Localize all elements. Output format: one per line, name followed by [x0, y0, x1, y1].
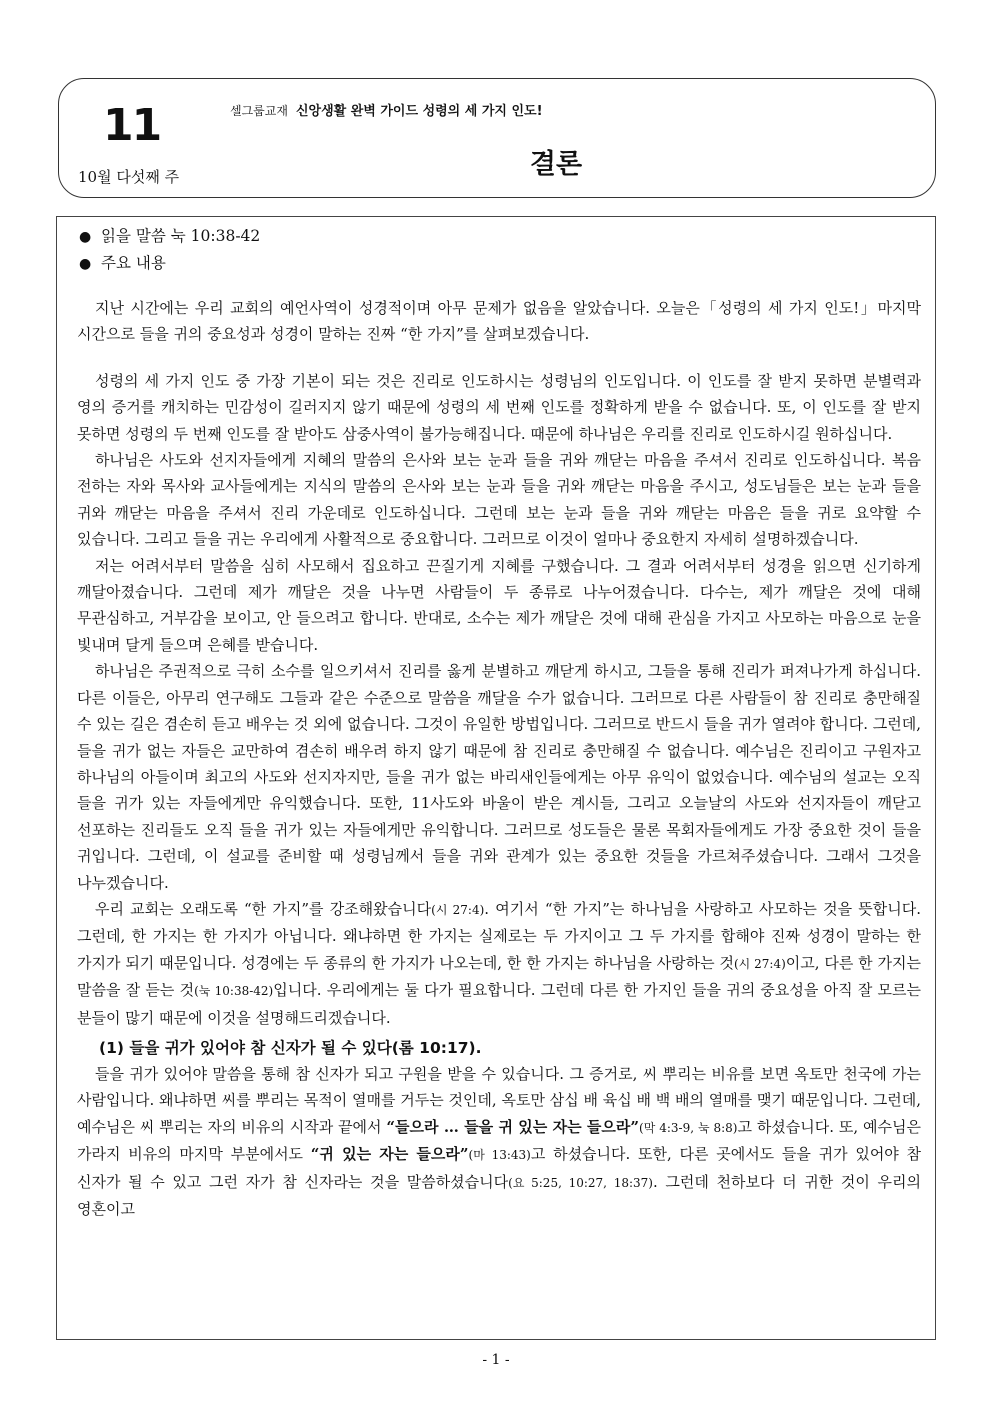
p5-text-d: 입니다. 우리에게는 둘 다가 필요합니다. 그런데 다른 한 가지인 들을 귀의 중요성을 아직 잘 모르는 분들이 많기 때문에 이것을 설명해드리겠습니다.	[77, 981, 921, 1027]
s1-text-c: 고 하셨습니다. 또한, 다른 곳에서도 들을 귀가 있어야 참 신자가 될 수 있고 그런 자가 참 신자라는 것을 말씀하셨습니다	[77, 1145, 922, 1191]
scripture-quote: “귀 있는 자는 들으라”	[310, 1145, 469, 1164]
main-content-text: 주요 내용	[101, 254, 166, 272]
s1-text-d: . 그런데 천하보다 더 귀한 것이 우리의 영혼이고	[77, 1172, 922, 1218]
series-line	[230, 100, 543, 119]
paragraph-2: 하나님은 사도와 선지자들에게 지혜의 말씀의 은사와 보는 눈과 들을 귀와 깨닫는 마음을 주셔서 진리로 인도하십니다. 복음 전하는 자와 목사와 교사들에게는 지식의 말씀의 은사와 보는 눈과 들을 귀와 깨닫는 마음을 주시고, 성도님들은 보는 눈과 들을 귀와 깨닫는 마음을 주셔서 진리 가운데로 인도하십니다. 그런데 보는 눈과 들을 귀와 깨닫는 마음은 들을 귀로 요약할 수 있습니다. 그리고 들을 귀는 우리에게 사활적으로 중요합니다. 그러므로 이것이 얼마나 중요한지 자세히 설명하겠습니다.	[77, 451, 921, 549]
content-inner	[57, 217, 935, 1222]
section-1-heading: (1) 들을 귀가 있어야 참 신자가 될 수 있다(롬 10:17).	[99, 1038, 482, 1057]
paragraph-3: 저는 어려서부터 말씀을 심히 사모해서 집요하고 끈질기게 지혜를 구했습니다. 그 결과 어려서부터 성경을 읽으면 신기하게 깨달아졌습니다. 그런데 제가 깨달은 것을 나누면 사람들이 두 종류로 나누어졌습니다. 다수는, 제가 깨달은 것에 대해 무관심하고, 거부감을 보이고, 안 들으려고 합니다. 반대로, 소수는 제가 깨달은 것에 대해 관심을 가지고 사모하는 마음으로 눈을 빛내며 달게 들으며 은혜를 받습니다.	[77, 556, 921, 654]
scripture-ref: (눅 10:38-42)	[194, 984, 274, 999]
scripture-ref: (시 27:4)	[733, 956, 786, 971]
lesson-number: 11	[103, 100, 161, 151]
p5-text-c: 이고, 다른 한 가지는 말씀을 잘 듣는 것	[77, 953, 921, 1000]
series-title: 신앙생활 완벽 가이드 성령의 세 가지 인도!	[295, 104, 543, 119]
paragraph-5	[77, 896, 921, 1031]
section-1-paragraph	[77, 1061, 921, 1222]
series-label: 셀그룹교재	[230, 104, 288, 118]
reading-bullet	[77, 223, 921, 250]
p5-text-b: . 여기서 “한 가지”는 하나님을 사랑하고 사모하는 것을 뜻합니다. 그런데, 한 가지는 한 가지가 아닙니다. 왜냐하면 한 가지는 실제로는 두 가지이고 그 두 가지를 합해야 진짜 성경이 말하는 한 가지가 되기 때문입니다. 성경에는 두 종류의 한 가지가 나오는데, 한 한 가지는 하나님을 사랑하는 것	[77, 899, 922, 972]
paragraph-4: 하나님은 주권적으로 극히 소수를 일으키셔서 진리를 옳게 분별하고 깨닫게 하시고, 그들을 통해 진리가 퍼져나가게 하십니다. 다른 이들은, 아무리 연구해도 그들과 같은 수준으로 말씀을 깨달을 수가 없습니다. 그러므로 다른 사람들이 참 진리로 충만해질 수 있는 길은 겸손히 듣고 배우는 것 외에 없습니다. 그것이 유일한 방법입니다. 그러므로 반드시 들을 귀가 열려야 합니다. 그런데, 들을 귀가 없는 자들은 교만하여 겸손히 배우려 하지 않기 때문에 참 진리로 충만해질 수 없습니다. 예수님은 진리이고 구원자고 하나님의 아들이며 최고의 사도와 선지자지만, 들을 귀가 없는 바리새인들에게는 아무 유익이 없었습니다. 예수님의 설교는 오직 들을 귀가 있는 자들에게만 유익했습니다. 또한, 11사도와 바울이 받은 계시들, 그리고 오늘날의 사도와 선지자들이 깨닫고 선포하는 진리들도 오직 들을 귀가 있는 자들에게만 유익합니다. 그러므로 성도들은 물론 목회자들에게도 가장 중요한 것이 들을 귀입니다. 그런데, 이 설교를 준비할 때 성령님께서 들을 귀와 관계가 있는 중요한 것들을 가르쳐주셨습니다. 그래서 그것을 나누겠습니다.	[77, 662, 921, 892]
page-number: - 1 -	[482, 1352, 510, 1368]
bullet-dot-icon: ●	[79, 229, 92, 245]
scripture-ref: (시 27:4)	[431, 902, 485, 917]
bullet-dot-icon: ●	[79, 256, 92, 272]
s1-text-a: 들을 귀가 있어야 말씀을 통해 참 신자가 되고 구원을 받을 수 있습니다. 그 증거로, 씨 뿌리는 비유를 보면 옥토만 천국에 가는 사람입니다. 왜냐하면 씨를 뿌리는 목적이 열매를 거두는 것인데, 옥토만 삼십 배 육십 배 백 배의 열매를 맺기 때문입니다. 그런데, 예수님은 씨 뿌리는 자의 비유의 시작과 끝에서	[77, 1064, 921, 1136]
week-label: 10월 다섯째 주	[78, 168, 180, 186]
scripture-ref: (마 13:43)	[468, 1148, 531, 1163]
paragraph-1: 성령의 세 가지 인도 중 가장 기본이 되는 것은 진리로 인도하시는 성령님의 인도입니다. 이 인도를 잘 받지 못하면 분별력과 영의 증거를 캐치하는 민감성이 길러지지 않기 때문에 성령의 세 번째 인도를 정확하게 받을 수 없습니다. 또, 이 인도를 잘 받지 못하면 성령의 두 번째 인도를 잘 받아도 삼중사역이 불가능해집니다. 때문에 하나님은 우리를 진리로 인도하시길 원하십니다.	[77, 371, 921, 443]
spacer	[77, 348, 921, 368]
reading-text: 읽을 말씀 눅 10:38-42	[101, 227, 261, 245]
content-box	[56, 216, 936, 1340]
scripture-ref: (요 5:25, 10:27, 18:37)	[508, 1175, 653, 1190]
page-title: 결론	[529, 149, 583, 180]
intro-paragraph: 지난 시간에는 우리 교회의 예언사역이 성경적이며 아무 문제가 없음을 알았습니다. 오늘은「성령의 세 가지 인도!」마지막 시간으로 들을 귀의 중요성과 성경이 말하는 진짜 “한 가지”를 살펴보겠습니다.	[77, 299, 921, 344]
s1-text-b: 고 하셨습니다. 또, 예수님은 가라지 비유의 마지막 부분에서도	[77, 1117, 921, 1164]
main-content-bullet	[77, 250, 921, 277]
spacer	[77, 277, 921, 295]
scripture-ref: (막 4:3-9, 눅 8:8)	[639, 1120, 738, 1135]
p5-text-a: 우리 교회는 오래도록 “한 가지”를 강조해왔습니다	[95, 899, 432, 918]
scripture-quote: “들으라 … 들을 귀 있는 자는 들으라”	[386, 1117, 640, 1136]
